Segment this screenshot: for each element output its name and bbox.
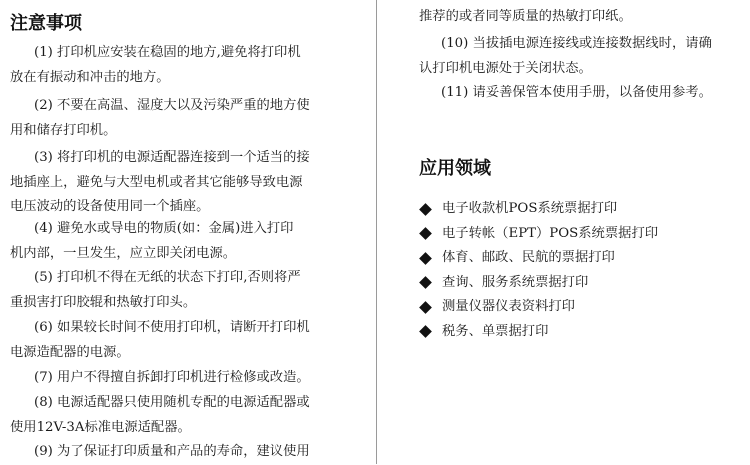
precaution-6-line-1: (6) 如果较长时间不使用打印机，请断开打印机 — [34, 320, 310, 335]
precaution-10 — [419, 32, 712, 81]
precaution-1 — [10, 41, 301, 90]
precaution-2 — [10, 94, 310, 143]
precautions-heading: 注意事项 — [10, 13, 82, 34]
precaution-5-line-2: 重损害打印胶辊和热敏打印头。 — [10, 294, 197, 310]
list-item — [419, 320, 658, 345]
precaution-3 — [10, 146, 310, 220]
precaution-4 — [10, 217, 294, 266]
precaution-8 — [10, 391, 310, 440]
precaution-3-line-2: 地插座上，避免与大型电机或者其它能够导致电源 — [10, 174, 303, 190]
application-label: 体育、邮政、民航的票据打印 — [442, 250, 615, 265]
precaution-5-line-1: (5) 打印机不得在无纸的状态下打印,否则将严 — [34, 270, 301, 285]
list-item — [419, 271, 658, 296]
precaution-6-line-2: 电源造配器的电源。 — [10, 344, 130, 360]
diamond-bullet-icon — [419, 203, 432, 216]
application-label: 测量仪器仪表资料打印 — [442, 299, 575, 314]
precaution-6 — [10, 316, 310, 365]
precaution-2-line-1: (2) 不要在高温、湿度大以及污染严重的地方使 — [34, 98, 310, 113]
list-item — [419, 222, 658, 247]
application-label: 查询、服务系统票据打印 — [442, 274, 589, 290]
list-item — [419, 197, 658, 222]
precaution-9 — [34, 440, 310, 465]
precaution-9-continuation — [419, 5, 632, 30]
diamond-bullet-icon — [419, 325, 432, 338]
precaution-3-line-3: 电压波动的设备使用同一个插座。 — [10, 199, 210, 215]
precaution-8-line-2: 使用12V-3A标准电源适配器。 — [10, 419, 191, 435]
diamond-bullet-icon — [419, 252, 432, 265]
precaution-8-line-1: (8) 电源适配器只使用随机专配的电源适配器或 — [34, 395, 310, 410]
precaution-4-line-2: 机内部，一旦发生，应立即关闭电源。 — [10, 245, 237, 261]
precaution-4-line-1: (4) 避免水或导电的物质(如：金属)进入打印 — [34, 221, 294, 236]
precaution-2-line-2: 用和储存打印机。 — [10, 122, 117, 138]
diamond-bullet-icon — [419, 301, 432, 314]
list-item — [419, 295, 658, 320]
precaution-3-line-1: (3) 将打印机的电源适配器连接到一个适当的接 — [34, 150, 310, 165]
precaution-9-line-2: 推荐的或者同等质量的热敏打印纸。 — [419, 9, 632, 24]
precaution-7 — [34, 366, 310, 391]
diamond-bullet-icon — [419, 276, 432, 289]
application-label: 电子转帐（EPT）POS系统票据打印 — [442, 225, 659, 241]
applications-list — [419, 197, 658, 344]
precaution-11 — [441, 81, 712, 106]
applications-heading: 应用领域 — [419, 158, 491, 179]
column-divider — [376, 0, 377, 464]
precaution-1-line-1: (1) 打印机应安装在稳固的地方,避免将打印机 — [34, 45, 301, 60]
precaution-11-line-1: (11) 请妥善保管本使用手册，以备使用参考。 — [441, 85, 712, 100]
precaution-7-line-1: (7) 用户不得擅自拆卸打印机进行检修或改造。 — [34, 370, 310, 385]
precaution-10-line-2: 认打印机电源处于关闭状态。 — [419, 60, 592, 76]
precaution-1-line-2: 放在有振动和冲击的地方。 — [10, 69, 170, 85]
precaution-5 — [10, 266, 301, 315]
diamond-bullet-icon — [419, 227, 432, 240]
precaution-9-line-1: (9) 为了保证打印质量和产品的寿命，建议使用 — [34, 444, 310, 459]
precaution-10-line-1: (10) 当拔插电源连接线或连接数据线时，请确 — [441, 36, 712, 51]
application-label: 税务、单票据打印 — [442, 323, 549, 339]
application-label: 电子收款机POS系统票据打印 — [442, 201, 618, 216]
list-item — [419, 246, 658, 271]
